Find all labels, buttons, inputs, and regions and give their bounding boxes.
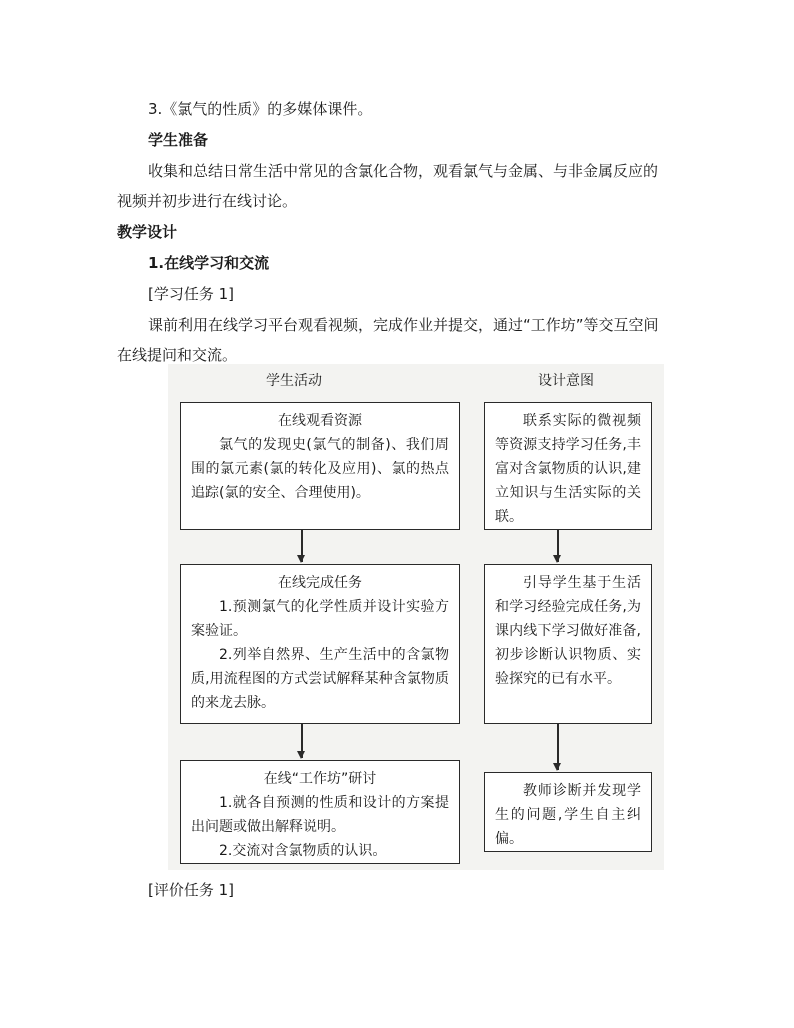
right-box-1-text: 联系实际的微视频等资源支持学习任务,丰富对含氯物质的认识,建立知识与生活实际的关联。 [495, 413, 641, 525]
materials-item-3: 3.《氯气的性质》的多媒体课件。 [148, 100, 373, 118]
right-box-2-text: 引导学生基于生活和学习经验完成任务,为课内线下学习做好准备,初步诊断认识物质、实验探究的已有水平。 [495, 575, 641, 687]
right-box-3-text: 教师诊断并发现学生的问题,学生自主纠偏。 [495, 783, 641, 847]
task-1-text-line-1: 课前利用在线学习平台观看视频，完成作业并提交，通过“工作坊”等交互空间 [148, 316, 659, 334]
right-box-intent-2 [484, 564, 652, 724]
arrow-down-icon [301, 530, 303, 562]
heading-online-learning: 1.在线学习和交流 [148, 254, 270, 272]
heading-student-prep: 学生准备 [148, 131, 209, 149]
task-1-label: [学习任务 1] [148, 285, 235, 303]
left-box-1-text: 氯气的发现史(氯气的制备)、我们周围的氯元素(氯的转化及应用)、氯的热点追踪(氯的安全、合理使用)。 [191, 437, 449, 501]
left-box-watch-resources [180, 402, 460, 530]
task-1-text-line-2: 在线提问和交流。 [117, 346, 238, 364]
prep-text-line-2: 视频并初步进行在线讨论。 [117, 192, 298, 210]
heading-teaching-design: 教学设计 [117, 223, 178, 241]
left-box-workshop [180, 760, 460, 864]
right-box-intent-1 [484, 402, 652, 530]
flowchart-figure [168, 364, 664, 870]
left-box-3-title: 在线“工作坊”研讨 [263, 771, 377, 787]
arrow-down-icon [557, 724, 559, 770]
left-box-2-text-2: 2.列举自然界、生产生活中的含氯物质,用流程图的方式尝试解释某种含氯物质的来龙去脉。 [191, 647, 449, 711]
left-box-1-title: 在线观看资源 [278, 413, 362, 429]
left-box-2-text-1: 1.预测氯气的化学性质并设计实验方案验证。 [191, 599, 449, 639]
left-box-complete-tasks [180, 564, 460, 724]
right-column-title: 设计意图 [538, 373, 594, 389]
right-box-intent-3 [484, 772, 652, 852]
left-box-3-text-1: 1.就各自预测的性质和设计的方案提出问题或做出解释说明。 [191, 795, 449, 835]
left-column-title: 学生活动 [266, 373, 322, 389]
arrow-down-icon [301, 724, 303, 758]
eval-task-1-label: [评价任务 1] [148, 881, 235, 899]
left-box-2-title: 在线完成任务 [278, 575, 362, 591]
left-box-3-text-2: 2.交流对含氯物质的认识。 [219, 843, 387, 859]
arrow-down-icon [557, 530, 559, 562]
prep-text-line-1: 收集和总结日常生活中常见的含氯化合物，观看氯气与金属、与非金属反应的 [148, 162, 659, 180]
